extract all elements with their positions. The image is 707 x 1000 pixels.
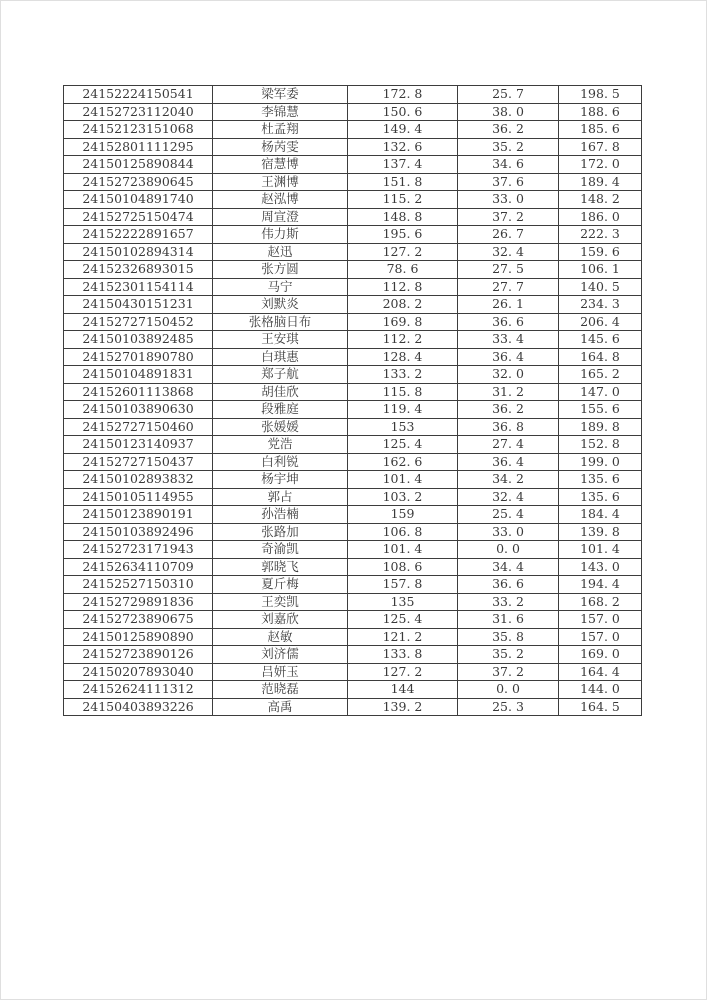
cell-name: 白琪惠 <box>213 348 348 366</box>
cell-name: 郭占 <box>213 488 348 506</box>
cell-score1: 149. 4 <box>348 121 458 139</box>
cell-score1: 208. 2 <box>348 296 458 314</box>
cell-score1: 132. 6 <box>348 138 458 156</box>
cell-exam-id: 24150102894314 <box>64 243 213 261</box>
cell-total: 186. 0 <box>559 208 642 226</box>
table-row <box>64 628 642 646</box>
table-row <box>64 156 642 174</box>
score-table <box>63 85 642 716</box>
cell-score1: 101. 4 <box>348 471 458 489</box>
cell-name: 奇渝凯 <box>213 541 348 559</box>
cell-name: 张路加 <box>213 523 348 541</box>
cell-exam-id: 24150102893832 <box>64 471 213 489</box>
table-row <box>64 86 642 104</box>
cell-name: 赵敏 <box>213 628 348 646</box>
cell-score1: 125. 4 <box>348 436 458 454</box>
cell-score2: 0. 0 <box>458 681 559 699</box>
cell-total: 164. 4 <box>559 663 642 681</box>
cell-score2: 36. 4 <box>458 453 559 471</box>
cell-total: 159. 6 <box>559 243 642 261</box>
cell-exam-id: 24150103892496 <box>64 523 213 541</box>
cell-total: 184. 4 <box>559 506 642 524</box>
cell-score1: 150. 6 <box>348 103 458 121</box>
cell-name: 高禹 <box>213 698 348 716</box>
table-row <box>64 278 642 296</box>
cell-exam-id: 24152723890645 <box>64 173 213 191</box>
cell-total: 185. 6 <box>559 121 642 139</box>
cell-score1: 148. 8 <box>348 208 458 226</box>
table-row <box>64 593 642 611</box>
cell-score2: 34. 2 <box>458 471 559 489</box>
cell-total: 168. 2 <box>559 593 642 611</box>
cell-score2: 33. 0 <box>458 191 559 209</box>
cell-name: 范晓磊 <box>213 681 348 699</box>
cell-exam-id: 24150125890844 <box>64 156 213 174</box>
cell-score1: 127. 2 <box>348 243 458 261</box>
table-row <box>64 523 642 541</box>
cell-exam-id: 24152723890126 <box>64 646 213 664</box>
table-row <box>64 471 642 489</box>
table-row <box>64 208 642 226</box>
cell-exam-id: 24152723171943 <box>64 541 213 559</box>
cell-exam-id: 24152222891657 <box>64 226 213 244</box>
cell-score2: 33. 0 <box>458 523 559 541</box>
cell-total: 189. 4 <box>559 173 642 191</box>
cell-total: 189. 8 <box>559 418 642 436</box>
cell-exam-id: 24152123151068 <box>64 121 213 139</box>
table-row <box>64 226 642 244</box>
table-row <box>64 331 642 349</box>
cell-name: 王渊博 <box>213 173 348 191</box>
cell-exam-id: 24150125890890 <box>64 628 213 646</box>
cell-name: 赵迅 <box>213 243 348 261</box>
cell-score1: 78. 6 <box>348 261 458 279</box>
cell-score2: 37. 2 <box>458 663 559 681</box>
cell-total: 143. 0 <box>559 558 642 576</box>
cell-exam-id: 24152601113868 <box>64 383 213 401</box>
cell-score1: 108. 6 <box>348 558 458 576</box>
cell-score2: 33. 2 <box>458 593 559 611</box>
cell-exam-id: 24152729891836 <box>64 593 213 611</box>
cell-total: 188. 6 <box>559 103 642 121</box>
cell-score1: 128. 4 <box>348 348 458 366</box>
table-row <box>64 436 642 454</box>
cell-score2: 35. 2 <box>458 138 559 156</box>
cell-name: 宿慧博 <box>213 156 348 174</box>
cell-name: 王安琪 <box>213 331 348 349</box>
table-row <box>64 366 642 384</box>
cell-score2: 25. 3 <box>458 698 559 716</box>
cell-score2: 32. 0 <box>458 366 559 384</box>
cell-score2: 27. 7 <box>458 278 559 296</box>
cell-name: 杜孟翔 <box>213 121 348 139</box>
table-row <box>64 313 642 331</box>
cell-total: 167. 8 <box>559 138 642 156</box>
cell-exam-id: 24152701890780 <box>64 348 213 366</box>
table-row <box>64 611 642 629</box>
cell-name: 郭晓飞 <box>213 558 348 576</box>
score-table-body <box>64 86 642 716</box>
cell-score2: 31. 2 <box>458 383 559 401</box>
cell-total: 165. 2 <box>559 366 642 384</box>
cell-score2: 27. 4 <box>458 436 559 454</box>
cell-score1: 159 <box>348 506 458 524</box>
cell-score2: 36. 6 <box>458 576 559 594</box>
table-row <box>64 663 642 681</box>
cell-name: 马宁 <box>213 278 348 296</box>
cell-total: 144. 0 <box>559 681 642 699</box>
cell-score1: 112. 8 <box>348 278 458 296</box>
cell-name: 郑子航 <box>213 366 348 384</box>
table-row <box>64 383 642 401</box>
cell-score2: 36. 8 <box>458 418 559 436</box>
cell-score1: 133. 2 <box>348 366 458 384</box>
cell-name: 段雅庭 <box>213 401 348 419</box>
cell-name: 刘嘉欣 <box>213 611 348 629</box>
cell-total: 222. 3 <box>559 226 642 244</box>
table-row <box>64 541 642 559</box>
cell-score2: 35. 8 <box>458 628 559 646</box>
cell-total: 194. 4 <box>559 576 642 594</box>
cell-exam-id: 24152725150474 <box>64 208 213 226</box>
cell-score1: 112. 2 <box>348 331 458 349</box>
cell-total: 152. 8 <box>559 436 642 454</box>
cell-score1: 115. 2 <box>348 191 458 209</box>
table-row <box>64 243 642 261</box>
cell-exam-id: 24150123890191 <box>64 506 213 524</box>
cell-total: 139. 8 <box>559 523 642 541</box>
cell-exam-id: 24152727150437 <box>64 453 213 471</box>
cell-score1: 195. 6 <box>348 226 458 244</box>
cell-name: 张方圆 <box>213 261 348 279</box>
cell-name: 王奕凯 <box>213 593 348 611</box>
table-row <box>64 681 642 699</box>
cell-exam-id: 24152727150460 <box>64 418 213 436</box>
cell-score1: 125. 4 <box>348 611 458 629</box>
cell-name: 吕妍玉 <box>213 663 348 681</box>
cell-total: 199. 0 <box>559 453 642 471</box>
cell-name: 胡佳欣 <box>213 383 348 401</box>
cell-exam-id: 24152727150452 <box>64 313 213 331</box>
table-row <box>64 558 642 576</box>
cell-name: 伟力斯 <box>213 226 348 244</box>
cell-score2: 26. 1 <box>458 296 559 314</box>
cell-exam-id: 24150103892485 <box>64 331 213 349</box>
cell-total: 164. 5 <box>559 698 642 716</box>
table-row <box>64 173 642 191</box>
cell-score2: 37. 6 <box>458 173 559 191</box>
cell-score1: 119. 4 <box>348 401 458 419</box>
cell-total: 101. 4 <box>559 541 642 559</box>
cell-exam-id: 24152224150541 <box>64 86 213 104</box>
table-row <box>64 121 642 139</box>
table-row <box>64 698 642 716</box>
cell-score2: 38. 0 <box>458 103 559 121</box>
cell-total: 135. 6 <box>559 471 642 489</box>
cell-total: 157. 0 <box>559 628 642 646</box>
cell-total: 234. 3 <box>559 296 642 314</box>
cell-exam-id: 24150430151231 <box>64 296 213 314</box>
cell-exam-id: 24152723890675 <box>64 611 213 629</box>
cell-name: 杨芮雯 <box>213 138 348 156</box>
cell-score1: 103. 2 <box>348 488 458 506</box>
table-row <box>64 576 642 594</box>
cell-exam-id: 24152301154114 <box>64 278 213 296</box>
cell-total: 172. 0 <box>559 156 642 174</box>
cell-exam-id: 24150104891831 <box>64 366 213 384</box>
cell-total: 164. 8 <box>559 348 642 366</box>
cell-total: 157. 0 <box>559 611 642 629</box>
cell-name: 夏斤梅 <box>213 576 348 594</box>
cell-score2: 32. 4 <box>458 488 559 506</box>
cell-exam-id: 24150123140937 <box>64 436 213 454</box>
cell-score1: 127. 2 <box>348 663 458 681</box>
table-row <box>64 418 642 436</box>
cell-score2: 36. 4 <box>458 348 559 366</box>
cell-score1: 151. 8 <box>348 173 458 191</box>
cell-score2: 36. 2 <box>458 121 559 139</box>
cell-name: 周宣澄 <box>213 208 348 226</box>
cell-total: 206. 4 <box>559 313 642 331</box>
table-row <box>64 296 642 314</box>
cell-exam-id: 24152624111312 <box>64 681 213 699</box>
cell-name: 孙浩楠 <box>213 506 348 524</box>
cell-name: 刘济儒 <box>213 646 348 664</box>
cell-name: 梁军委 <box>213 86 348 104</box>
cell-score1: 101. 4 <box>348 541 458 559</box>
cell-name: 张格脑日布 <box>213 313 348 331</box>
cell-score2: 36. 6 <box>458 313 559 331</box>
cell-exam-id: 24152723112040 <box>64 103 213 121</box>
table-row <box>64 453 642 471</box>
table-row <box>64 348 642 366</box>
cell-total: 135. 6 <box>559 488 642 506</box>
cell-total: 155. 6 <box>559 401 642 419</box>
cell-name: 李锦慧 <box>213 103 348 121</box>
cell-total: 148. 2 <box>559 191 642 209</box>
cell-score2: 27. 5 <box>458 261 559 279</box>
cell-total: 198. 5 <box>559 86 642 104</box>
cell-score1: 115. 8 <box>348 383 458 401</box>
cell-exam-id: 24152527150310 <box>64 576 213 594</box>
cell-score2: 37. 2 <box>458 208 559 226</box>
cell-score1: 137. 4 <box>348 156 458 174</box>
cell-name: 杨宇坤 <box>213 471 348 489</box>
cell-score1: 172. 8 <box>348 86 458 104</box>
cell-score1: 153 <box>348 418 458 436</box>
cell-score2: 26. 7 <box>458 226 559 244</box>
cell-score1: 157. 8 <box>348 576 458 594</box>
cell-score1: 106. 8 <box>348 523 458 541</box>
cell-name: 党浩 <box>213 436 348 454</box>
cell-score2: 32. 4 <box>458 243 559 261</box>
cell-exam-id: 24150105114955 <box>64 488 213 506</box>
cell-score2: 25. 4 <box>458 506 559 524</box>
cell-total: 169. 0 <box>559 646 642 664</box>
cell-exam-id: 24150207893040 <box>64 663 213 681</box>
cell-score1: 162. 6 <box>348 453 458 471</box>
table-row <box>64 646 642 664</box>
table-row <box>64 103 642 121</box>
cell-exam-id: 24152326893015 <box>64 261 213 279</box>
cell-score2: 0. 0 <box>458 541 559 559</box>
cell-exam-id: 24152634110709 <box>64 558 213 576</box>
table-row <box>64 138 642 156</box>
cell-total: 140. 5 <box>559 278 642 296</box>
table-row <box>64 191 642 209</box>
table-row <box>64 401 642 419</box>
table-row <box>64 506 642 524</box>
cell-score2: 33. 4 <box>458 331 559 349</box>
table-row <box>64 488 642 506</box>
cell-score1: 139. 2 <box>348 698 458 716</box>
cell-name: 赵泓博 <box>213 191 348 209</box>
cell-exam-id: 24150103890630 <box>64 401 213 419</box>
cell-exam-id: 24150104891740 <box>64 191 213 209</box>
cell-score1: 133. 8 <box>348 646 458 664</box>
cell-score2: 34. 6 <box>458 156 559 174</box>
cell-exam-id: 24152801111295 <box>64 138 213 156</box>
cell-total: 147. 0 <box>559 383 642 401</box>
cell-name: 刘默炎 <box>213 296 348 314</box>
cell-score2: 34. 4 <box>458 558 559 576</box>
cell-exam-id: 24150403893226 <box>64 698 213 716</box>
cell-name: 张媛媛 <box>213 418 348 436</box>
cell-score1: 121. 2 <box>348 628 458 646</box>
cell-score1: 144 <box>348 681 458 699</box>
table-row <box>64 261 642 279</box>
cell-score2: 31. 6 <box>458 611 559 629</box>
cell-score1: 169. 8 <box>348 313 458 331</box>
cell-name: 白利锐 <box>213 453 348 471</box>
cell-total: 106. 1 <box>559 261 642 279</box>
cell-score2: 36. 2 <box>458 401 559 419</box>
cell-score2: 25. 7 <box>458 86 559 104</box>
cell-score1: 135 <box>348 593 458 611</box>
cell-total: 145. 6 <box>559 331 642 349</box>
cell-score2: 35. 2 <box>458 646 559 664</box>
